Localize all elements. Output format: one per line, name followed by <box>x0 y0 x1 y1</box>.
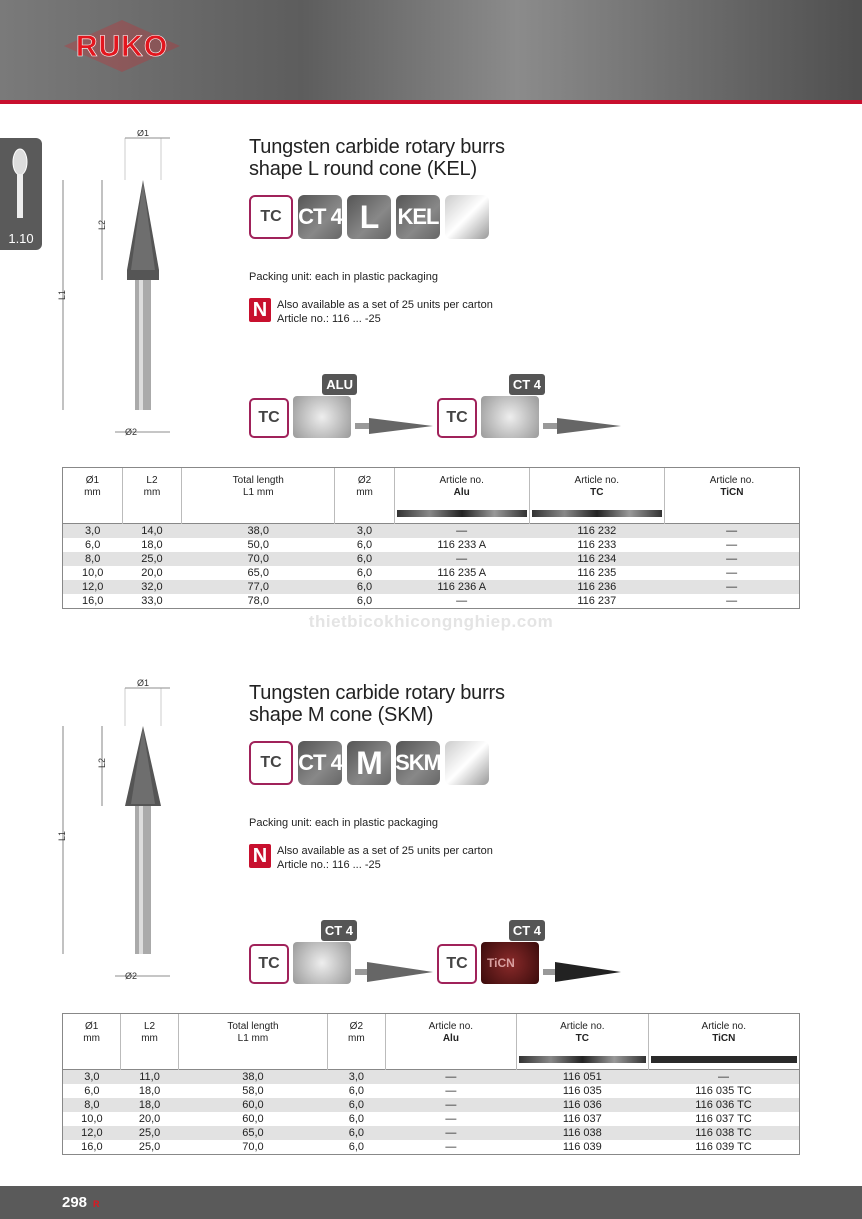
section-tab-label: 1.10 <box>8 231 34 246</box>
burr-dimension-drawing <box>55 130 185 450</box>
spec-table <box>62 1013 800 1155</box>
page-number-suffix: R <box>93 1199 100 1209</box>
shape-code-icon: SKM <box>396 741 440 785</box>
table-row: 3,0 11,0 38,0 3,0 — 116 051 — <box>63 1070 800 1085</box>
new-badge-icon: N <box>249 844 271 868</box>
col-header: L2 mm <box>122 468 181 524</box>
coating-option-tc <box>249 923 435 984</box>
col-header: Ø1 mm <box>63 468 123 524</box>
dim-l2-label: L2 <box>97 757 107 768</box>
table-row: 12,0 25,0 65,0 6,0 — 116 038 116 038 TC <box>63 1126 800 1140</box>
coating-label: CT 4 <box>321 920 357 941</box>
col-header: Article no. TiCN <box>648 1014 799 1070</box>
dim-d1-label: Ø1 <box>136 130 150 138</box>
packing-info: Packing unit: each in plastic packaging <box>249 271 438 283</box>
coating-option-ct4 <box>437 377 623 438</box>
col-header: Total length L1 mm <box>178 1014 327 1070</box>
shape-code-icon: KEL <box>396 195 440 239</box>
col-header: Article no. Alu <box>385 1014 516 1070</box>
watermark: thietbicokhicongnghiep.com <box>308 612 554 631</box>
notice-line1: Also available as a set of 25 units per carton <box>277 299 493 311</box>
table-row: 12,0 32,0 77,0 6,0 116 236 A 116 236 — <box>63 580 800 594</box>
page-number: 298 <box>62 1194 88 1211</box>
product-section-skm <box>0 676 862 1166</box>
col-header: L2 mm <box>121 1014 179 1070</box>
col-header: Article no. TC <box>529 468 664 524</box>
packing-info: Packing unit: each in plastic packaging <box>249 817 438 829</box>
product-title <box>249 136 505 180</box>
col-header: Ø1 mm <box>63 1014 121 1070</box>
coating-swatch <box>481 923 541 984</box>
product-title-line2: shape M cone (SKM) <box>249 704 434 726</box>
ruko-logo <box>62 18 182 74</box>
coating-swatch <box>481 377 541 438</box>
coating-swatch <box>293 923 353 984</box>
table-row: 6,0 18,0 58,0 6,0 — 116 035 116 035 TC <box>63 1084 800 1098</box>
table-row: 3,0 14,0 38,0 3,0 — 116 232 — <box>63 524 800 539</box>
notice-line2: Article no.: 116 ... -25 <box>277 313 381 325</box>
dim-d2-label: Ø2 <box>125 971 138 981</box>
feature-icons <box>249 741 489 785</box>
coating-option-alu <box>249 377 435 438</box>
product-title-line1: Tungsten carbide rotary burrs <box>249 682 505 704</box>
burr-side-icon <box>355 960 435 984</box>
col-header: Article no. TiCN <box>664 468 799 524</box>
set-notice <box>249 298 493 326</box>
brand-name: RUKO <box>75 30 169 63</box>
col-header: Total length L1 mm <box>182 468 335 524</box>
product-title-line2: shape L round cone (KEL) <box>249 158 477 180</box>
col-header: Article no. TC <box>517 1014 648 1070</box>
dim-d1-label: Ø1 <box>136 678 150 688</box>
dim-l1-label: L1 <box>57 830 67 841</box>
product-title-line1: Tungsten carbide rotary burrs <box>249 136 505 158</box>
table-row: 10,0 20,0 60,0 6,0 — 116 037 116 037 TC <box>63 1112 800 1126</box>
dim-l2-label: L2 <box>97 219 107 230</box>
col-header: Ø2 mm <box>328 1014 386 1070</box>
coating-label: ALU <box>322 374 357 395</box>
coating-swatch <box>293 377 353 438</box>
shape-letter-icon: M <box>347 741 391 785</box>
table-row: 6,0 18,0 50,0 6,0 116 233 A 116 233 — <box>63 538 800 552</box>
shank-icon <box>445 741 489 785</box>
shank-icon <box>445 195 489 239</box>
col-header: Article no. Alu <box>394 468 529 524</box>
notice-line1: Also available as a set of 25 units per carton <box>277 845 493 857</box>
coating-tc-icon: TC <box>249 944 289 984</box>
coating-option-ticn <box>437 923 623 984</box>
table-row: 16,0 25,0 70,0 6,0 — 116 039 116 039 TC <box>63 1140 800 1155</box>
notice-line2: Article no.: 116 ... -25 <box>277 859 381 871</box>
col-header: Ø2 mm <box>335 468 394 524</box>
coating-tc-icon: TC <box>249 398 289 438</box>
page-footer <box>0 1186 862 1219</box>
coating-tc-icon: TC <box>437 398 477 438</box>
coating-inside-label: TiCN <box>487 956 515 970</box>
table-row: 8,0 25,0 70,0 6,0 — 116 234 — <box>63 552 800 566</box>
spec-table <box>62 467 800 609</box>
coating-label: CT 4 <box>509 374 545 395</box>
feature-icons <box>249 195 489 239</box>
coating-tc-icon: TC <box>437 944 477 984</box>
product-section-kel <box>0 130 862 620</box>
spec-table-header <box>63 468 800 524</box>
new-badge-icon: N <box>249 298 271 322</box>
tc-icon: TC <box>249 195 293 239</box>
coating-label: CT 4 <box>509 920 545 941</box>
table-row: 16,0 33,0 78,0 6,0 — 116 237 — <box>63 594 800 609</box>
set-notice <box>249 844 493 872</box>
spec-table-header <box>63 1014 800 1070</box>
shape-letter-icon: L <box>347 195 391 239</box>
table-row: 8,0 18,0 60,0 6,0 — 116 036 116 036 TC <box>63 1098 800 1112</box>
burr-side-icon <box>543 414 623 438</box>
dim-l1-label: L1 <box>57 289 67 300</box>
burr-side-icon <box>355 414 435 438</box>
burr-dimension-drawing <box>55 676 185 996</box>
burr-side-icon <box>543 960 623 984</box>
table-row: 10,0 20,0 65,0 6,0 116 235 A 116 235 — <box>63 566 800 580</box>
page-header <box>0 0 862 104</box>
header-accent-line <box>0 100 862 104</box>
ct4-icon: CT 4 <box>298 741 342 785</box>
tc-icon: TC <box>249 741 293 785</box>
dim-d2-label: Ø2 <box>125 427 138 437</box>
product-title <box>249 682 505 726</box>
ct4-icon: CT 4 <box>298 195 342 239</box>
